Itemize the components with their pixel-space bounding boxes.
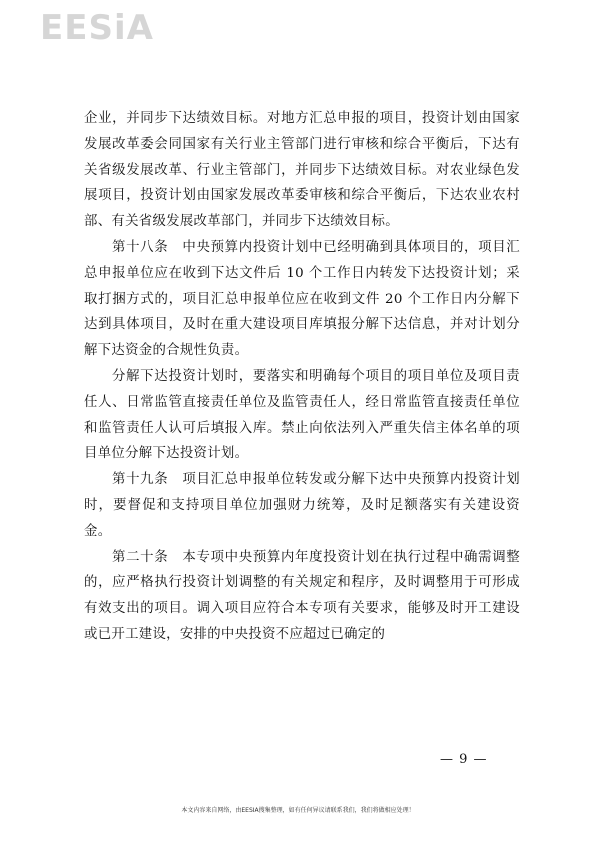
source-disclaimer: 本文内容来自网络，由EESIA搜集整理，如有任何异议请联系我们，我们将做相应处理！ xyxy=(181,807,415,814)
paragraph-article-18: 第十八条 中央预算内投资计划中已经明确到具体项目的，项目汇总申报单位应在收到下达文件后 10 个工作日内转发下达投资计划；采取打捆方式的，项目汇总申报单位应在收到文件 20 个工作日内分解下达到具体项目，及时在重大建设项目库填报分解下达信息，并对计划分解下达资金的合规性负责。 xyxy=(84,239,520,359)
page-number: — 9 — xyxy=(440,752,488,767)
paragraph-3: 分解下达投资计划时，要落实和明确每个项目的项目单位及项目责任人、日常监管直接责任单位及监管责任人，经日常监管直接责任单位和监管责任人认可后填报入库。禁止向依法列入严重失信主体名单的项目单位分解下达投资计划。 xyxy=(84,368,520,462)
paragraph-article-19: 第十九条 项目汇总申报单位转发或分解下达中央预算内投资计划时，要督促和支持项目单位加强财力统筹，及时足额落实有关建设资金。 xyxy=(84,472,520,539)
paragraph-1: 企业，并同步下达绩效目标。对地方汇总申报的项目，投资计划由国家发展改革委会同国家有关行业主管部门进行审核和综合平衡后，下达有关省级发展改革、行业主管部门，并同步下达绩效目标。对农业绿色发展项目，投资计划由国家发展改革委审核和综合平衡后，下达农业农村部、有关省级发展改革部门，并同步下达绩效目标。 xyxy=(84,111,520,230)
eesia-logo: EESiA xyxy=(40,8,154,48)
document-body xyxy=(84,106,520,648)
paragraph-article-20: 第二十条 本专项中央预算内年度投资计划在执行过程中确需调整的，应严格执行投资计划调整的有关规定和程序，及时调整用于可形成有效支出的项目。调入项目应符合本专项有关要求，能够及时开工建设或已开工建设，安排的中央投资不应超过已确定的 xyxy=(84,549,520,642)
